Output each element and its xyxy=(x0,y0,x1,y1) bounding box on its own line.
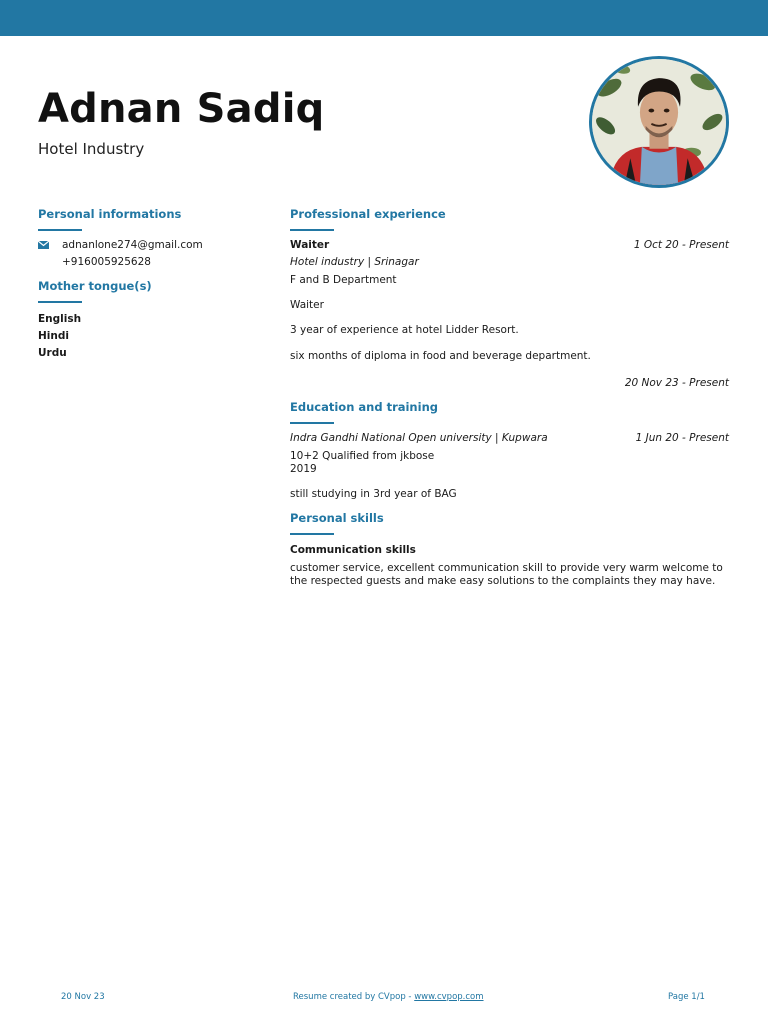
email-text[interactable]: adnanlone274@gmail.com xyxy=(62,239,203,251)
cvpop-link[interactable]: www.cvpop.com xyxy=(414,992,484,1002)
education-line-1: 10+2 Qualified from jkbose xyxy=(290,450,435,462)
footer-credit xyxy=(293,992,484,1002)
institution: Indra Gandhi National Open university | Kupwara xyxy=(290,432,548,444)
phone-text: +916005925628 xyxy=(62,256,151,268)
experience-rule xyxy=(290,229,334,231)
education-line-3: still studying in 3rd year of BAG xyxy=(290,488,457,500)
profile-photo xyxy=(589,56,729,188)
candidate-role: Hotel Industry xyxy=(38,140,145,158)
education-dates: 1 Jun 20 - Present xyxy=(635,432,729,444)
candidate-name: Adnan Sadiq xyxy=(38,86,325,132)
footer-date: 20 Nov 23 xyxy=(61,992,105,1002)
personal-info-rule xyxy=(38,229,82,231)
extra-dates: 20 Nov 23 - Present xyxy=(624,377,729,389)
education-rule xyxy=(290,422,334,424)
language-item: Urdu xyxy=(38,347,67,359)
skill-name: Communication skills xyxy=(290,544,416,556)
education-line-2: 2019 xyxy=(290,463,317,475)
footer-page: Page 1/1 xyxy=(668,992,705,1002)
skill-description: customer service, excellent communication skill to provide very warm welcome to the respected guests and make easy solutions to the complaints they may have. xyxy=(290,562,723,587)
mother-tongue-heading: Mother tongue(s) xyxy=(38,279,152,293)
department: F and B Department xyxy=(290,274,397,286)
language-item: Hindi xyxy=(38,330,69,342)
top-banner xyxy=(0,0,768,36)
personal-info-heading: Personal informations xyxy=(38,207,182,221)
employer: Hotel industry | Srinagar xyxy=(290,256,419,268)
mother-tongue-rule xyxy=(38,301,82,303)
job-dates: 1 Oct 20 - Present xyxy=(633,239,729,251)
experience-heading: Professional experience xyxy=(290,207,446,221)
job-line-2: 3 year of experience at hotel Lidder Resort. xyxy=(290,324,519,336)
job-title: Waiter xyxy=(290,239,330,251)
job-line-1: Waiter xyxy=(290,299,324,311)
footer-credit-prefix: Resume created by CVpop - xyxy=(293,992,415,1002)
envelope-icon xyxy=(38,241,49,249)
skills-rule xyxy=(290,533,334,535)
language-item: English xyxy=(38,313,82,325)
education-heading: Education and training xyxy=(290,400,438,414)
skills-heading: Personal skills xyxy=(290,511,384,525)
job-line-3: six months of diploma in food and beverage department. xyxy=(290,350,591,362)
portrait-illustration xyxy=(592,59,726,185)
